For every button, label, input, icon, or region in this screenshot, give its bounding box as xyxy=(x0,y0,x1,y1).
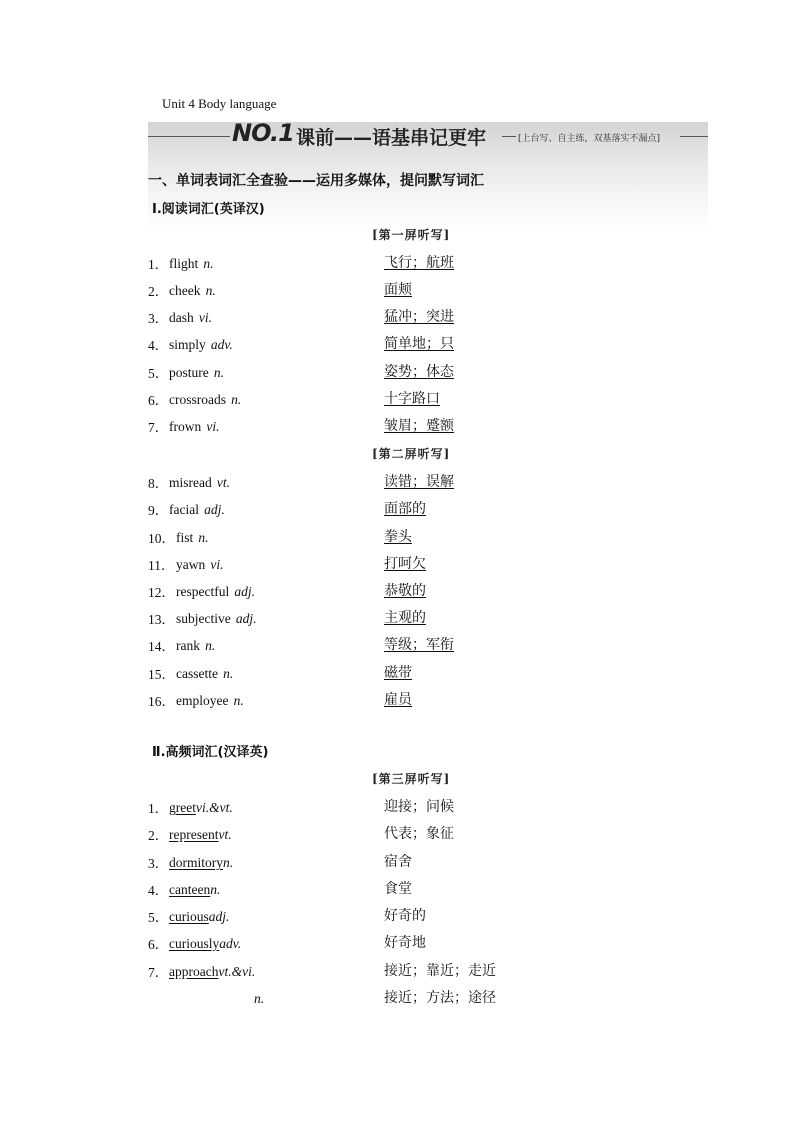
chinese-meaning: 恭敬的 xyxy=(384,583,426,599)
banner-number: NO.1 xyxy=(232,119,294,147)
part-of-speech: n. xyxy=(210,882,221,897)
part2-heading: Ⅱ.高频词汇(汉译英) xyxy=(152,745,269,760)
item-number: 16． xyxy=(148,694,175,709)
english-term xyxy=(169,362,224,381)
part-of-speech: adj. xyxy=(234,584,255,599)
word: respectful xyxy=(176,584,230,599)
word: rank xyxy=(176,638,200,653)
item-number: 5． xyxy=(148,910,169,925)
vocab-row xyxy=(148,253,568,273)
screen-label-2: [第二屏听写] xyxy=(372,447,451,461)
english-term xyxy=(169,472,230,491)
word: crossroads xyxy=(169,392,226,407)
english-term xyxy=(169,824,232,843)
vocab-row xyxy=(148,416,568,436)
part-of-speech: n. xyxy=(203,256,214,271)
banner-rule-mid xyxy=(502,136,516,137)
item-number: 7． xyxy=(148,965,169,980)
chinese-meaning: 读错；误解 xyxy=(384,474,454,490)
item-number: 8． xyxy=(148,476,169,491)
vocab-row xyxy=(148,472,568,492)
chinese-meaning: 磁带 xyxy=(384,665,412,681)
vocab-row xyxy=(148,852,568,872)
item-number: 13． xyxy=(148,612,175,627)
english-term xyxy=(169,879,220,898)
vocab-row-extra xyxy=(148,988,568,1008)
chinese-meaning: 食堂 xyxy=(384,881,412,897)
item-number: 4． xyxy=(148,338,169,353)
screen-label-1: [第一屏听写] xyxy=(372,228,451,242)
part-of-speech: adv. xyxy=(219,936,242,951)
screen-label-3: [第三屏听写] xyxy=(372,772,451,786)
word: fist xyxy=(176,530,194,545)
item-number: 11． xyxy=(148,558,175,573)
part-of-speech: vt.&vi. xyxy=(218,964,256,979)
chinese-meaning: 拳头 xyxy=(384,529,412,545)
word: curious xyxy=(169,909,209,924)
english-term xyxy=(169,389,241,408)
part-of-speech: n. xyxy=(231,392,242,407)
vocab-row xyxy=(148,961,568,981)
english-term xyxy=(176,554,223,573)
part-of-speech: vi. xyxy=(210,557,224,572)
word: misread xyxy=(169,475,212,490)
english-term xyxy=(169,253,213,272)
word: subjective xyxy=(176,611,231,626)
item-number: 4． xyxy=(148,883,169,898)
item-number: 2． xyxy=(148,828,169,843)
word: posture xyxy=(169,365,209,380)
chinese-meaning: 代表；象征 xyxy=(384,826,454,842)
chinese-meaning: 好奇地 xyxy=(384,935,426,951)
vocab-row xyxy=(148,280,568,300)
part-of-speech: n. xyxy=(254,991,265,1006)
vocab-row xyxy=(148,635,568,655)
item-number: 6． xyxy=(148,393,169,408)
word: represent xyxy=(169,827,219,842)
part-of-speech: vi. xyxy=(206,419,220,434)
word: cassette xyxy=(176,666,218,681)
part-of-speech: vi.&vt. xyxy=(195,800,233,815)
item-number: 3． xyxy=(148,311,169,326)
banner-rule-left xyxy=(148,136,230,137)
chinese-meaning: 十字路口 xyxy=(384,391,440,407)
item-number: 1． xyxy=(148,801,169,816)
english-term xyxy=(169,416,219,435)
chinese-meaning: 打呵欠 xyxy=(384,556,426,572)
chinese-meaning: 简单地；只 xyxy=(384,336,454,352)
vocab-row xyxy=(148,663,568,683)
chinese-meaning: 猛冲；突进 xyxy=(384,309,454,325)
chinese-meaning: 宿舍 xyxy=(384,854,412,870)
english-term xyxy=(169,334,233,353)
chinese-meaning: 接近；方法；途径 xyxy=(384,990,496,1006)
item-number: 3． xyxy=(148,856,169,871)
part-of-speech: vt. xyxy=(216,475,230,490)
item-number: 2． xyxy=(148,284,169,299)
vocab-row xyxy=(148,824,568,844)
vocab-row xyxy=(148,389,568,409)
word: simply xyxy=(169,337,206,352)
vocab-row xyxy=(148,608,568,628)
chinese-meaning: 主观的 xyxy=(384,610,426,626)
english-term xyxy=(176,635,215,654)
chinese-meaning: 接近；靠近；走近 xyxy=(384,963,496,979)
vocab-row xyxy=(148,527,568,547)
word: curiously xyxy=(169,936,220,951)
chinese-meaning: 雇员 xyxy=(384,692,412,708)
english-term xyxy=(169,906,229,925)
section-heading: 一、单词表词汇全查验——运用多媒体，提问默写词汇 xyxy=(148,173,484,189)
item-number: 9． xyxy=(148,503,169,518)
chinese-meaning: 迎接；问候 xyxy=(384,799,454,815)
banner-note: [上台写、自主练，双基落实不漏点] xyxy=(518,134,661,144)
vocab-row xyxy=(148,307,568,327)
part-of-speech: n. xyxy=(213,365,224,380)
item-number: 5． xyxy=(148,366,169,381)
banner-rule-right xyxy=(680,136,708,137)
chinese-meaning: 面颊 xyxy=(384,282,412,298)
word: yawn xyxy=(176,557,206,572)
part-of-speech: n. xyxy=(205,283,216,298)
vocab-row xyxy=(148,690,568,710)
english-term xyxy=(254,988,264,1007)
part-of-speech: n. xyxy=(205,638,216,653)
english-term xyxy=(169,852,233,871)
chinese-meaning: 姿势；体态 xyxy=(384,364,454,380)
vocab-row xyxy=(148,933,568,953)
vocab-row xyxy=(148,797,568,817)
part-of-speech: n. xyxy=(223,666,234,681)
word: dash xyxy=(169,310,194,325)
vocab-row xyxy=(148,554,568,574)
word: cheek xyxy=(169,283,201,298)
item-number: 7． xyxy=(148,420,169,435)
english-term xyxy=(176,608,256,627)
part-of-speech: adj. xyxy=(208,909,230,924)
english-term xyxy=(176,527,208,546)
english-term xyxy=(169,961,255,980)
word: greet xyxy=(169,800,196,815)
vocab-row xyxy=(148,879,568,899)
chinese-meaning: 好奇的 xyxy=(384,908,426,924)
word: approach xyxy=(169,964,219,979)
english-term xyxy=(169,280,216,299)
part-of-speech: adv. xyxy=(210,337,233,352)
word: flight xyxy=(169,256,199,271)
part-of-speech: n. xyxy=(233,693,244,708)
vocab-row xyxy=(148,906,568,926)
item-number: 6． xyxy=(148,937,169,952)
english-term xyxy=(169,797,233,816)
word: frown xyxy=(169,419,202,434)
english-term xyxy=(176,663,233,682)
english-term xyxy=(169,307,212,326)
english-term xyxy=(169,499,225,518)
unit-title: Unit 4 Body language xyxy=(162,96,277,111)
english-term xyxy=(169,933,241,952)
chinese-meaning: 面部的 xyxy=(384,501,426,517)
part-of-speech: n. xyxy=(223,855,234,870)
word: canteen xyxy=(169,882,211,897)
part-of-speech: n. xyxy=(198,530,209,545)
item-number: 1． xyxy=(148,257,169,272)
part-of-speech: adj. xyxy=(235,611,257,626)
english-term xyxy=(176,581,255,600)
part-of-speech: vi. xyxy=(198,310,212,325)
chinese-meaning: 皱眉；蹙额 xyxy=(384,418,454,434)
chinese-meaning: 飞行；航班 xyxy=(384,255,454,271)
word: employee xyxy=(176,693,229,708)
english-term xyxy=(176,690,244,709)
word: dormitory xyxy=(169,855,223,870)
chinese-meaning: 等级；军衔 xyxy=(384,637,454,653)
banner-title: 课前——语基串记更牢 xyxy=(296,127,487,149)
item-number: 15． xyxy=(148,667,175,682)
vocab-row xyxy=(148,581,568,601)
item-number: 10． xyxy=(148,531,175,546)
vocab-row xyxy=(148,362,568,382)
item-number: 14． xyxy=(148,639,175,654)
vocab-row xyxy=(148,334,568,354)
item-number: 12． xyxy=(148,585,175,600)
part-of-speech: vt. xyxy=(218,827,232,842)
vocab-row xyxy=(148,499,568,519)
part1-heading: Ⅰ.阅读词汇(英译汉) xyxy=(152,202,265,217)
word: facial xyxy=(169,502,199,517)
part-of-speech: adj. xyxy=(204,502,225,517)
